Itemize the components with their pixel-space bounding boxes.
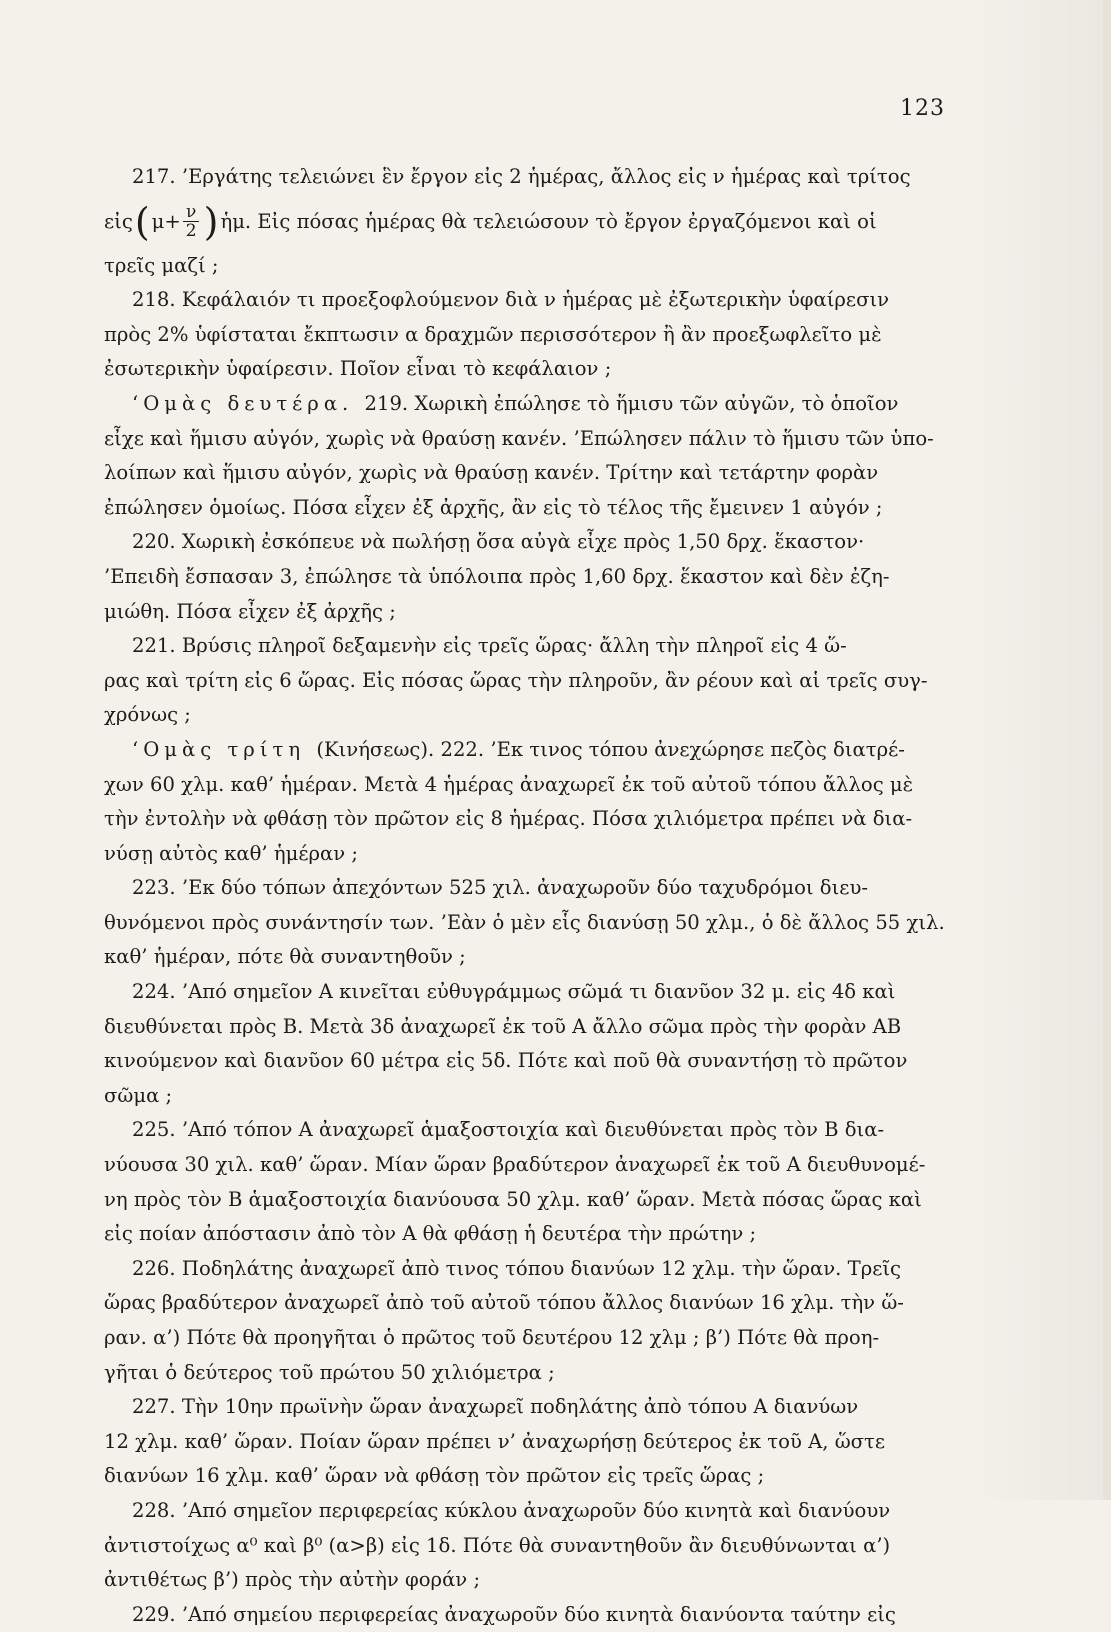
text-line: 226. Ποδηλάτης ἀναχωρεῖ ἀπὸ τινος τόπου διανύων 12 χλμ. τὴν ὥραν. Τρεῖς (132, 1256, 902, 1280)
text-line: λοίπων καὶ ἥμισυ αὐγόν, χωρὶς νὰ θραύσῃ κανέν. Τρίτην καὶ τετάρτην φορὰν (104, 461, 879, 485)
page-body (104, 160, 974, 1632)
text-line: ’Επειδὴ ἔσπασαν 3, ἐπώλησε τὰ ὑπόλοιπα πρὸς 1,60 δρχ. ἕκαστον καὶ δὲν ἐζη- (104, 564, 890, 588)
text-line: 228. ’Από σημεῖον περιφερείας κύκλου ἀναχωροῦν δύο κινητὰ καὶ διανύουν (132, 1498, 891, 1522)
fraction-denominator: 2 (185, 221, 197, 242)
fraction-numerator: ν (183, 203, 199, 222)
text-line: 224. ’Από σημεῖον Α κινεῖται εὐθυγράμμως σῶμά τι διανῦον 32 μ. εἰς 4δ καὶ (132, 980, 896, 1004)
text-line: διευθύνεται πρὸς Β. Μετὰ 3δ ἀναχωρεῖ ἐκ τοῦ Α ἄλλο σῶμα πρὸς τὴν φορὰν ΑΒ (104, 1014, 902, 1038)
group-heading: ‘Ομὰς τρίτη (132, 737, 317, 761)
text-line: κινούμενον καὶ διανῦον 60 μέτρα εἰς 5δ. Πότε καὶ ποῦ θὰ συναντήσῃ τὸ πρῶτον (104, 1049, 908, 1073)
text-line: 225. ’Από τόπον Α ἀναχωρεῖ ἁμαξοστοιχία καὶ διευθύνεται πρὸς τὸν Β δια- (132, 1118, 885, 1142)
paren-close: ) (203, 199, 219, 244)
frac-mu: μ+ (151, 209, 181, 233)
text-line: τρεῖς μαζί ; (104, 253, 219, 277)
text-line: νη πρὸς τὸν Β ἁμαξοστοιχία διανύουσα 50 χλμ. καθ’ ὥραν. Μετὰ πόσας ὥρας καὶ (104, 1187, 922, 1211)
text-line: τὴν ἐντολὴν νὰ φθάσῃ τὸν πρῶτον εἰς 8 ἡμέρας. Πόσα χιλιόμετρα πρέπει νὰ δια- (104, 807, 913, 831)
text-line: θυνόμενοι πρὸς συνάντησίν των. ’Εὰν ὁ μὲν εἷς διανύσῃ 50 χλμ., ὁ δὲ ἄλλος 55 χιλ. (104, 910, 945, 934)
fraction (183, 203, 200, 240)
group-text: (Κινήσεως). 222. ’Εκ τινος τόπου ἀνεχώρησε πεζὸς διατρέ- (316, 737, 905, 761)
text-line: μιώθη. Πόσα εἶχεν ἐξ ἀρχῆς ; (104, 599, 396, 623)
text-line: καθ’ ἡμέραν, πότε θὰ συναντηθοῦν ; (104, 945, 466, 969)
page-edge (1103, 0, 1111, 1500)
text-line: 12 χλμ. καθ’ ὥραν. Ποίαν ὥραν πρέπει ν’ ἀναχωρήσῃ δεύτερος ἐκ τοῦ Α, ὥστε (104, 1429, 886, 1453)
text-line: εἶχε καὶ ἥμισυ αὐγόν, χωρὶς νὰ θραύσῃ κανέν. ’Επώλησεν πάλιν τὸ ἥμισυ τῶν ὑπο- (104, 426, 934, 450)
text-line (104, 733, 974, 768)
text-line: ἀντιστοίχως α⁰ καὶ β⁰ (α>β) εἰς 1δ. Πότε θὰ συναντηθοῦν ἂν διευθύνωνται α’) (104, 1533, 891, 1557)
page-shadow (971, 0, 1111, 1500)
text-line: διανύων 16 χλμ. καθ’ ὥραν νὰ φθάσῃ τὸν πρῶτον εἰς τρεῖς ὥρας ; (104, 1464, 765, 1488)
text-line (104, 387, 974, 422)
text-line: 217. ’Εργάτης τελειώνει ἓν ἔργον εἰς 2 ἡμέρας, ἄλλος εἰς ν ἡμέρας καὶ τρίτος (132, 165, 911, 188)
text-line: 229. ’Από σημείου περιφερείας ἀναχωροῦν δύο κινητὰ διανύοντα ταύτην εἰς (132, 1602, 896, 1626)
text-line: 227. Τὴν 10ην πρωϊνὴν ὥραν ἀναχωρεῖ ποδηλάτης ἀπὸ τόπου Α διανύων (132, 1395, 859, 1419)
group-heading: ‘Ομὰς δευτέρα. (132, 391, 365, 415)
text-line: εἰς ποίαν ἀπόστασιν ἀπὸ τὸν Α θὰ φθάσῃ ἡ δευτέρα τὴν πρώτην ; (104, 1222, 757, 1246)
text-line (104, 195, 974, 249)
paren-open: ( (134, 199, 150, 244)
text-line: πρὸς 2% ὑφίσταται ἔκπτωσιν α δραχμῶν περισσότερον ἢ ἂν προεξωφλεῖτο μὲ (104, 322, 882, 346)
text-line: νύουσα 30 χιλ. καθ’ ὥραν. Μίαν ὥραν βραδύτερον ἀναχωρεῖ ἐκ τοῦ Α διευθυνομέ- (104, 1153, 926, 1177)
frac-suffix: ἡμ. Εἰς πόσας ἡμέρας θὰ τελειώσουν τὸ ἔργον ἐργαζόμενοι καὶ οἱ (220, 209, 877, 233)
text-line: χρόνως ; (104, 703, 191, 727)
text-line: 221. Βρύσις πληροῖ δεξαμενὴν εἰς τρεῖς ὥρας· ἄλλη τὴν πληροῖ εἰς 4 ὥ- (132, 634, 847, 658)
text-line: ἐπώλησεν ὁμοίως. Πόσα εἶχεν ἐξ ἀρχῆς, ἂν εἰς τὸ τέλος τῆς ἔμεινεν 1 αὐγόν ; (104, 495, 883, 519)
text-line: 223. ’Εκ δύο τόπων ἀπεχόντων 525 χιλ. ἀναχωροῦν δύο ταχυδρόμοι διευ- (132, 876, 868, 900)
text-line: ἀντιθέτως β’) πρὸς τὴν αὐτὴν φοράν ; (104, 1568, 481, 1592)
text-line: 218. Κεφάλαιόν τι προεξοφλούμενον διὰ ν ἡμέρας μὲ ἐξωτερικὴν ὑφαίρεσιν (132, 288, 890, 312)
text-line: γῆται ὁ δεύτερος τοῦ πρώτου 50 χιλιόμετρα ; (104, 1360, 555, 1384)
text-line: νύσῃ αὐτὸς καθ’ ἡμέραν ; (104, 841, 358, 865)
text-line: χων 60 χλμ. καθ’ ἡμέραν. Μετὰ 4 ἡμέρας ἀναχωρεῖ ἐκ τοῦ αὐτοῦ τόπου ἄλλος μὲ (104, 772, 914, 796)
text-line: ραν. α’) Πότε θὰ προηγῆται ὁ πρῶτος τοῦ δευτέρου 12 χλμ ; β’) Πότε θὰ προη- (104, 1326, 880, 1349)
text-line: ἐσωτερικὴν ὑφαίρεσιν. Ποῖον εἶναι τὸ κεφάλαιον ; (104, 357, 612, 381)
text-line: ρας καὶ τρίτη εἰς 6 ὥρας. Εἰς πόσας ὥρας τὴν πληροῦν, ἂν ρέουν καὶ αἱ τρεῖς συγ- (104, 668, 928, 692)
text-line: 220. Χωρικὴ ἐσκόπευε νὰ πωλήσῃ ὅσα αὐγὰ εἶχε πρὸς 1,50 δρχ. ἕκαστον· (132, 530, 865, 554)
text-line: σῶμα ; (104, 1083, 173, 1107)
group-text: 219. Χωρικὴ ἐπώλησε τὸ ἥμισυ τῶν αὐγῶν, τὸ ὁποῖον (364, 391, 899, 415)
page-number: 123 (900, 96, 945, 121)
frac-prefix: εἰς (104, 209, 133, 233)
text-line: ὥρας βραδύτερον ἀναχωρεῖ ἀπὸ τοῦ αὐτοῦ τόπου ἄλλος διανύων 16 χλμ. τὴν ὥ- (104, 1291, 904, 1315)
